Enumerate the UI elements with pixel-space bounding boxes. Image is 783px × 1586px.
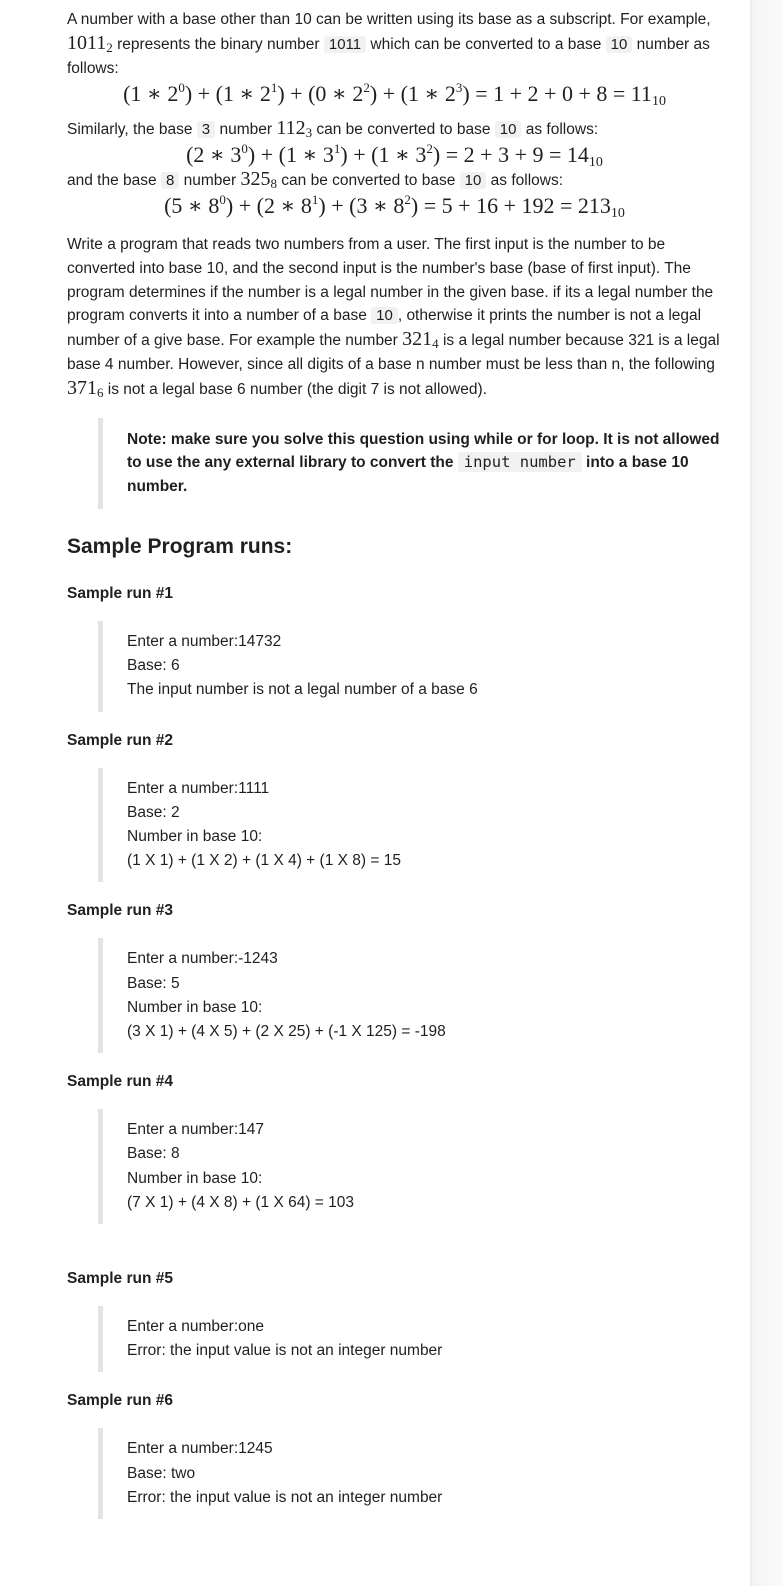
output-line: (7 X 1) + (4 X 8) + (1 X 64) = 103 — [127, 1193, 355, 1211]
output-line: Enter a number:147 — [127, 1121, 265, 1139]
output-line: Base: 5 — [127, 974, 180, 992]
page-scroll-edge — [750, 0, 783, 1586]
sample-run-title: Sample run #3 — [67, 902, 173, 920]
output-line: (3 X 1) + (4 X 5) + (2 X 25) + (-1 X 125) = -198 — [127, 1022, 446, 1040]
equation-binary: (1 ∗ $2^0) + (1$ ∗ $2^1) + (0$ ∗ $2^2) + (1$ ∗ $2^3) = 1 + 2 + 0 + 8 = 11_{10}$ — [123, 80, 666, 110]
sample-run-title: Sample run #1 — [67, 584, 173, 602]
inline-code-input-number: input number — [458, 452, 582, 472]
output-line: Enter a number:one — [127, 1318, 265, 1335]
sample-runs-list — [67, 583, 722, 1519]
document-body — [67, 8, 722, 1519]
sample-run-output — [98, 1428, 722, 1519]
sample-run-output — [98, 768, 722, 883]
output-line: Enter a number:14732 — [127, 632, 282, 650]
output-line: Enter a number:-1243 — [127, 950, 278, 968]
output-line: Base: 8 — [127, 1145, 180, 1163]
sample-run-output — [98, 1306, 722, 1372]
equation-base3: (2 ∗ $3^0) + (1$ ∗ $3^1) + (1$ ∗ $3^2) = 2 + 3 + 9 = 14_{10}$ — [186, 141, 603, 171]
inline-code: 10 — [606, 36, 633, 53]
output-line: Number in base 10: — [127, 1169, 263, 1187]
math-binary-number: $1011_2$ — [67, 31, 113, 55]
inline-code: 10 — [460, 172, 487, 189]
similarly-paragraph: Similarly, the base 3 number $112_3$ can be converted to base 10 as follows: — [67, 117, 599, 141]
equation-base8: (5 ∗ $8^0) + (2$ ∗ $8^1) + (3$ ∗ $8^2) = 5 + 16 + 192 = 213_{10}$ — [164, 191, 625, 221]
inline-code: 10 — [371, 307, 398, 324]
inline-code: 3 — [197, 121, 215, 138]
output-line: Number in base 10: — [127, 827, 263, 845]
math-base8-number: $325_8$ — [240, 168, 277, 192]
inline-code: 10 — [495, 121, 522, 138]
task-paragraph: Write a program that reads two numbers from a user. The first input is the number to be converted into base 10, and the second input is the number's base (base of first input). The program determines if the number is a legal number in the given base. if its a legal number the program converts it into a number of a base 10 , otherwise it prints the number is not a legal number of a give base. For example the number $321_4$ is a legal number because 321 is a legal base 4 number. However, since all digits of a base n number must be less than n, the following $371_6$ is not a legal base 6 number (the digit 7 is not allowed). — [67, 235, 720, 400]
intro-paragraph — [67, 8, 722, 80]
and-base-paragraph: and the base 8 number $325_8$ can be converted to base 10 as follows: — [67, 168, 564, 192]
math-base4-number: $321_4$ — [402, 328, 439, 352]
intro-text: A number with a base other than 10 can be written using its base as a subscript. For example, — [67, 11, 711, 28]
section-heading: Sample Program runs: — [67, 534, 293, 558]
inline-code: 1011 — [324, 36, 366, 53]
sample-run-title: Sample run #4 — [67, 1073, 173, 1091]
intro-text: which can be converted to a base — [366, 35, 606, 53]
output-line: Base: two — [127, 1464, 196, 1482]
math-base3-number: $112_3$ — [276, 117, 313, 141]
output-line: Base: 6 — [127, 657, 180, 675]
sample-run-title: Sample run #5 — [67, 1270, 173, 1287]
sample-run-output — [98, 938, 722, 1053]
sample-run-title: Sample run #6 — [67, 1392, 173, 1410]
note-blockquote: Note: make sure you solve this question using while or for loop. It is not allowed to use the any external library to convert the input number into a base 10 number. — [98, 418, 722, 509]
output-line: Base: 2 — [127, 803, 180, 821]
output-line: Enter a number:1111 — [127, 779, 270, 797]
sample-run-title: Sample run #2 — [67, 731, 173, 749]
output-line: Number in base 10: — [127, 998, 263, 1016]
sample-run-output — [98, 621, 722, 712]
output-line: (1 X 1) + (1 X 2) + (1 X 4) + (1 X 8) = 15 — [127, 852, 401, 870]
output-line: Error: the input value is not an integer number — [127, 1488, 443, 1506]
output-line: The input number is not a legal number of a base 6 — [127, 681, 478, 699]
output-line: Error: the input value is not an integer number — [127, 1342, 443, 1360]
inline-code: 8 — [161, 172, 179, 189]
sample-run-output — [98, 1109, 722, 1224]
intro-text: represents the binary number — [112, 35, 324, 53]
output-line: Enter a number:1245 — [127, 1440, 273, 1458]
math-base6-number: $371_6$ — [67, 376, 104, 400]
intro-text: number as follows: — [67, 35, 710, 77]
